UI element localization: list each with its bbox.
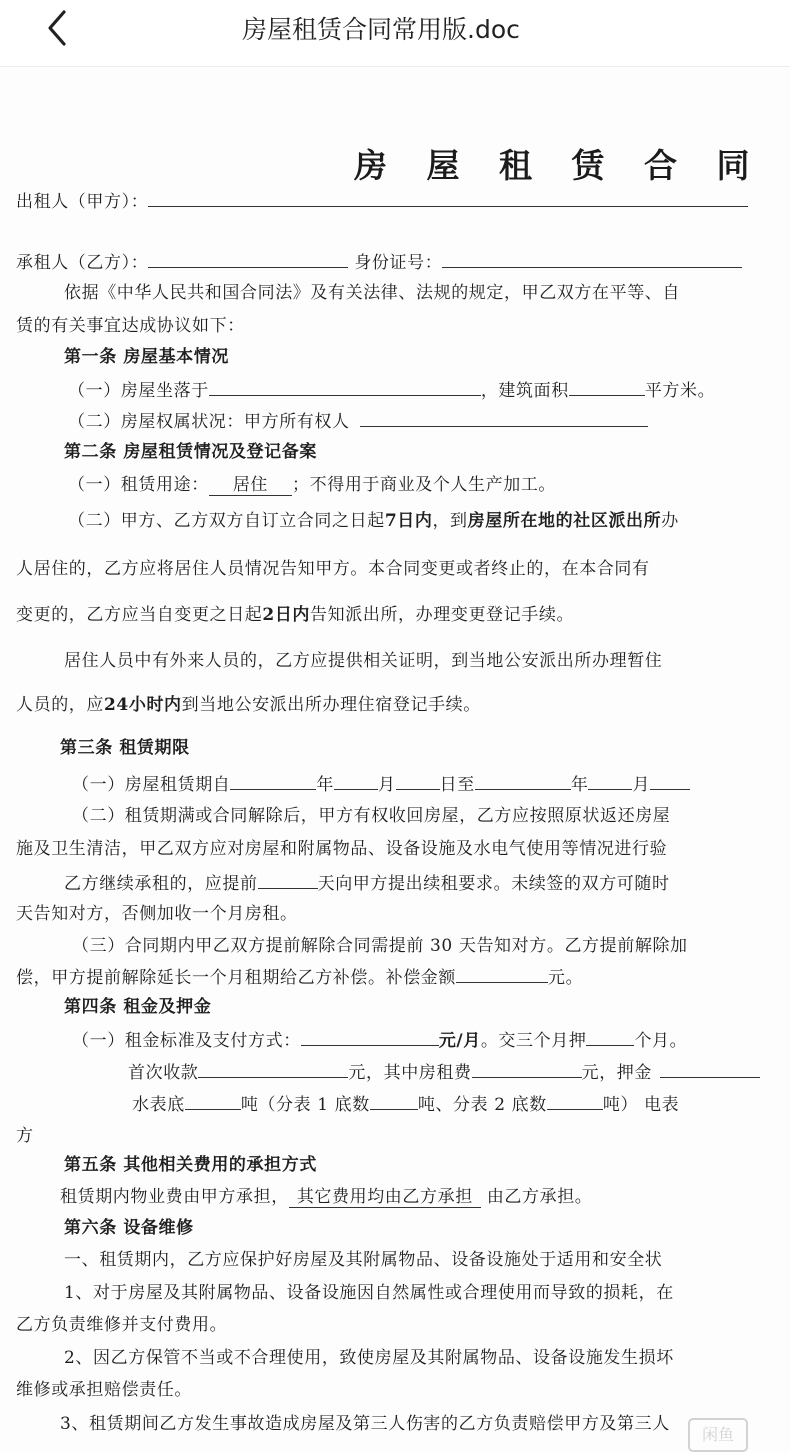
contract-title: 房 屋 租 赁 合 同 (354, 146, 764, 185)
top-bar (0, 0, 790, 67)
article-2-line-3: 人居住的，乙方应将居住人员情况告知甲方。本合同变更或者终止的，在本合同有 (16, 559, 650, 579)
article-2-item-1: （一）租赁用途： 居住 ；不得用于商业及个人生产加工。 (68, 475, 557, 495)
article-1-heading: 第一条 房屋基本情况 (64, 347, 229, 367)
article-4-heading: 第四条 租金及押金 (64, 997, 212, 1017)
article-3-line-7: 偿，甲方提前解除延长一个月租期给乙方补偿。补偿金额 元。 (16, 964, 583, 990)
article-2-line-6: 人员的，应24小时内到当地公安派出所办理住宿登记手续。 (16, 695, 481, 715)
article-6-heading: 第六条 设备维修 (64, 1218, 194, 1238)
article-2-line-4: 变更的，乙方应当自变更之日起2日内告知派出所，办理变更登记手续。 (16, 605, 575, 625)
article-6-line-4: 2、因乙方保管不当或不合理使用，致使房屋及其附属物品、设备设施发生损坏 (64, 1348, 674, 1368)
article-6-line-6: 3、租赁期间乙方发生事故造成房屋及第三人伤害的乙方负责赔偿甲方及第三人 (60, 1414, 670, 1434)
article-3-line-5: 天告知对方，否侧加收一个月房租。 (16, 904, 298, 924)
intro-line-2: 赁的有关事宜达成协议如下： (16, 316, 245, 336)
article-5-line-1: 租赁期内物业费由甲方承担， 其它费用均由乙方承担 由乙方承担。 (60, 1187, 593, 1207)
article-4-line-2: 首次收款 元，其中房租费 元，押金 (128, 1059, 760, 1085)
lessor-line: 出租人（甲方）： (16, 188, 748, 214)
article-3-line-3: 施及卫生清洁，甲乙双方应对房屋和附属物品、设备设施及水电气使用等情况进行验 (16, 839, 668, 859)
article-6-line-2: 1、对于房屋及其附属物品、设备设施因自然属性或合理使用而导致的损耗，在 (64, 1283, 674, 1303)
article-4-line-3: 水表底 吨（分表 1 底数 吨、分表 2 底数 吨） 电表 (132, 1091, 679, 1117)
article-1-item-1: （一）房屋坐落于 ，建筑面积 平方米。 (68, 377, 715, 403)
article-2-item-2: （二）甲方、乙方双方自订立合同之日起7日内，到房屋所在地的社区派出所办 (68, 511, 679, 531)
article-3-heading: 第三条 租赁期限 (60, 738, 190, 758)
article-4-line-4: 方 (16, 1126, 34, 1146)
article-5-heading: 第五条 其他相关费用的承担方式 (64, 1155, 317, 1175)
article-4-item-1: （一）租金标准及支付方式： 元/月。交三个月押 个月。 (72, 1027, 687, 1053)
document-page[interactable] (0, 66, 790, 1452)
article-6-line-5: 维修或承担赔偿责任。 (16, 1380, 192, 1400)
intro-line-1: 依据《中华人民共和国合同法》及有关法律、法规的规定，甲乙双方在平等、自 (64, 283, 680, 303)
article-2-line-5: 居住人员中有外来人员的，乙方应提供相关证明，到当地公安派出所办理暂住 (64, 651, 663, 671)
article-3-item-3: （三）合同期内甲乙双方提前解除合同需提前 30 天告知对方。乙方提前解除加 (72, 936, 688, 956)
article-3-item-2: （二）租赁期满或合同解除后，甲方有权收回房屋，乙方应按照原状返还房屋 (72, 806, 671, 826)
document-file-name: 房屋租赁合同常用版.doc (242, 15, 520, 44)
watermark-logo: 闲鱼 (688, 1418, 748, 1452)
article-2-heading: 第二条 房屋租赁情况及登记备案 (64, 442, 317, 462)
lessee-line: 承租人（乙方）： 身份证号： (16, 249, 742, 275)
article-6-line-3: 乙方负责维修并支付费用。 (16, 1315, 228, 1335)
article-1-item-2: （二）房屋权属状况：甲方所有权人 (68, 408, 648, 434)
article-3-item-1: （一）房屋租赁期自 年 月 日至 年 月 (72, 771, 690, 797)
article-6-line-1: 一、租赁期内，乙方应保护好房屋及其附属物品、设备设施处于适用和安全状 (64, 1250, 663, 1270)
article-3-line-4: 乙方继续承租的，应提前 天向甲方提出续租要求。未续签的双方可随时 (64, 870, 670, 896)
chevron-left-icon[interactable] (40, 8, 80, 48)
